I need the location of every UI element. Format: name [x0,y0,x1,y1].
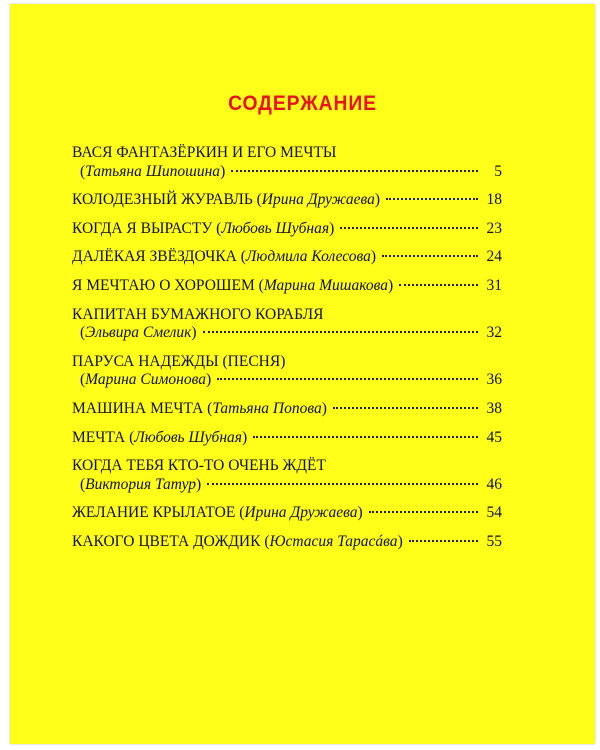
entry-author: Юстасия Тарасáва [269,532,398,550]
entry-page-number: 5 [494,162,502,180]
paren-close: ) [374,191,381,209]
entry-author: Ирина Дружаева [244,504,358,522]
entry-author: Эльвира Смелик [85,324,192,342]
entry-title: Я МЕЧТАЮ О ХОРОШЕМ [72,276,255,294]
entry-title: МАШИНА МЕЧТА [72,399,204,417]
paren-open: ( [264,532,270,550]
toc-entry[interactable] [72,504,502,523]
book-page [10,4,595,744]
entry-author: Татьяна Попова [212,399,322,417]
entry-page-number: 31 [486,276,502,294]
entry-author: Марина Симонова [85,371,206,389]
paren-open: ( [80,324,86,342]
entry-author: Людмила Колесова [245,248,371,266]
paren-open: ( [240,248,246,266]
paren-close: ) [321,399,327,417]
paren-close: ) [191,324,197,342]
toc-entry[interactable] [72,220,502,239]
toc-entry[interactable] [72,144,502,181]
entry-title: МЕЧТА [72,428,126,446]
entry-title: КОГДА Я ВЫРАСТУ [72,219,213,237]
paren-open: ( [258,276,264,294]
entry-title: КАКОГО ЦВЕТА ДОЖДИК [72,532,261,550]
entry-author: Марина Мишакова [263,276,388,294]
paren-close: ) [397,532,403,550]
entry-title: ДАЛЁКАЯ ЗВЁЗДОЧКА [72,248,237,266]
entry-author: Ирина Дружаева [261,191,375,209]
toc-entry[interactable] [72,533,502,552]
dot-leader [253,436,478,438]
paren-close: ) [241,428,248,446]
table-of-contents [72,144,502,562]
entry-page-number: 32 [486,324,502,342]
toc-entry[interactable] [72,277,502,296]
toc-entry[interactable] [72,457,502,494]
paren-close: ) [370,248,377,266]
paren-open: ( [216,219,222,237]
toc-entry[interactable] [72,429,502,448]
paren-open: ( [80,475,86,493]
paren-close: ) [388,276,394,294]
entry-author: Любовь Шубная [221,219,330,237]
entry-title: ВАСЯ ФАНТАЗЁРКИН И ЕГО МЕЧТЫ [72,144,337,161]
paren-open: ( [256,191,262,209]
paren-open: ( [239,504,245,522]
entry-author: Любовь Шубная [134,428,242,446]
dot-leader [217,378,478,380]
dot-leader [207,483,478,485]
dot-leader [333,407,478,409]
entry-title: ЖЕЛАНИЕ КРЫЛАТОЕ [72,504,236,522]
paren-close: ) [357,504,363,522]
entry-page-number: 24 [486,248,502,266]
entry-page-number: 45 [486,428,502,446]
paren-close: ) [329,219,335,237]
entry-title: КОЛОДЕЗНЫЙ ЖУРАВЛЬ [72,191,253,209]
dot-leader [203,331,478,333]
dot-leader [399,284,478,286]
dot-leader [231,170,478,172]
contents-heading: СОДЕРЖАНИЕ [228,92,377,115]
toc-entry[interactable] [72,191,502,210]
toc-entry[interactable] [72,353,502,390]
paren-open: ( [80,371,86,389]
entry-title: КОГДА ТЕБЯ КТО-ТО ОЧЕНЬ ЖДЁТ [72,457,326,475]
paren-close: ) [196,475,202,493]
entry-page-number: 38 [486,399,502,417]
paren-open: ( [80,162,86,180]
entry-title: ПАРУСА НАДЕЖДЫ (ПЕСНЯ) [72,352,286,370]
entry-page-number: 18 [486,191,502,209]
entry-page-number: 23 [486,219,502,237]
dot-leader [340,227,478,229]
dot-leader [386,198,478,200]
paren-close: ) [205,371,212,389]
dot-leader [409,540,478,542]
entry-page-number: 36 [486,371,502,389]
dot-leader [382,255,478,257]
dot-leader [369,511,478,513]
entry-author: Виктория Татур [85,475,197,493]
toc-entry[interactable] [72,306,502,343]
paren-close: ) [220,162,226,180]
toc-entry[interactable] [72,248,502,267]
entry-page-number: 55 [486,532,502,550]
entry-author: Татьяна Шипошина [85,162,221,180]
entry-title: КАПИТАН БУМАЖНОГО КОРАБЛЯ [72,305,324,323]
entry-page-number: 54 [486,504,502,522]
toc-entry[interactable] [72,400,502,419]
entry-page-number: 46 [486,475,502,493]
paren-open: ( [129,428,135,446]
paren-open: ( [207,399,213,417]
